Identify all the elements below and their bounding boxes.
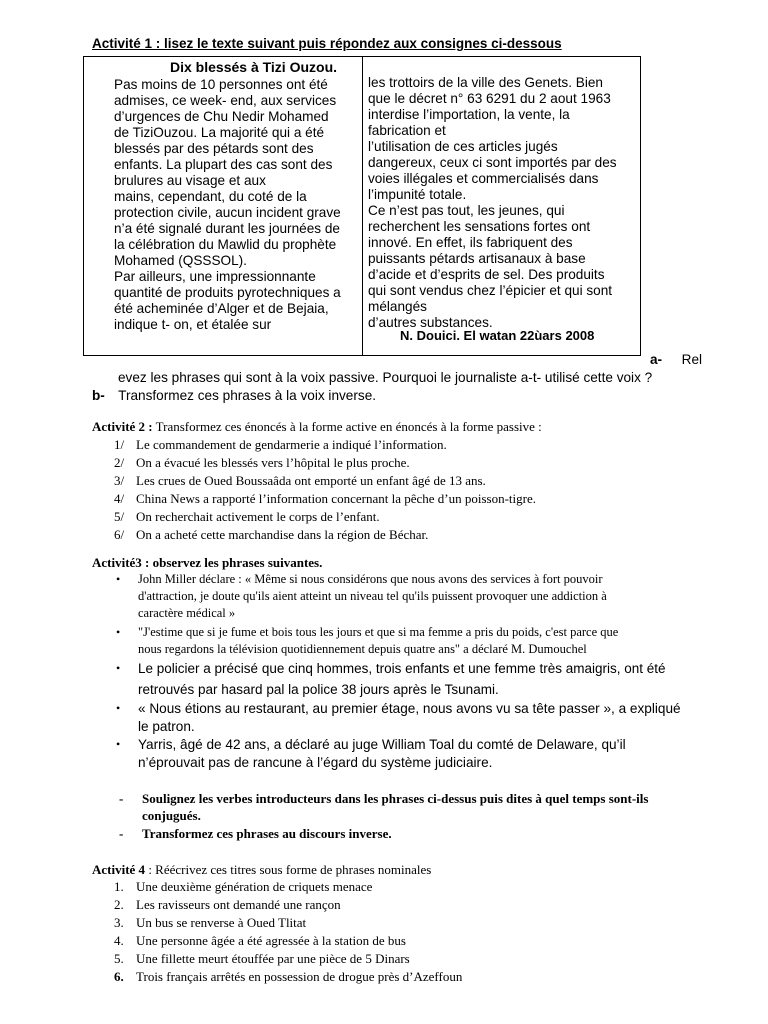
activity-3-task-1-line: Soulignez les verbes introducteurs dans les phrases ci-dessus puis dites à quel temps sont-ils	[142, 791, 649, 806]
activity-2-item-text: On a évacué les blessés vers l’hôpital le plus proche.	[136, 455, 410, 470]
activity-4-item-text: Les ravisseurs ont demandé une rançon	[136, 897, 341, 912]
activity-4-item	[114, 933, 406, 949]
article-right-line: dangereux, ceux ci sont importés par des	[368, 155, 617, 170]
activity-3-sentence-line: « Nous étions au restaurant, au premier étage, nous avons vu sa tête passer », a expliqué	[138, 701, 681, 716]
article-left-line: mains, cependant, du coté de la	[114, 189, 307, 204]
question-a-marker: a-	[650, 352, 663, 367]
activity-2-item	[114, 509, 380, 525]
activity-4-item-number: 1.	[114, 879, 124, 894]
activity-3-sentence-line: le patron.	[138, 719, 195, 734]
article-right-line: qui sont vendus chez l’épicier et qui sont	[368, 283, 613, 298]
article-left-line: enfants. La plupart des cas sont des	[114, 157, 333, 172]
activity-3-bullet-icon: •	[116, 701, 121, 715]
activity-3-sentence-line: n’éprouvait pas de rancune à l’égard du système judiciaire.	[138, 755, 493, 770]
activity-3-task-dash: -	[119, 791, 124, 806]
article-left-line: Mohamed (QSSSOL).	[114, 253, 247, 268]
activity-3-sentence-line: retrouvés par hasard pal la police 38 jours après le Tsunami.	[138, 682, 499, 697]
article-left-line: Par ailleurs, une impressionnante	[114, 269, 316, 284]
activity-2-item	[114, 455, 410, 471]
question-b-text: Transformez ces phrases à la voix inverse.	[118, 388, 377, 403]
activity-2-item-text: On recherchait activement le corps de l’enfant.	[136, 509, 380, 524]
activity-4-item	[114, 951, 410, 967]
article-right-line: mélangés	[368, 299, 427, 314]
article-left-line: la célébration du Mawlid du prophète	[114, 237, 337, 252]
article-left-line: n’a été signalé durant les journées de	[114, 221, 340, 236]
article-left-line: d’urgences de Chu Nedir Mohamed	[114, 109, 329, 124]
activity-4-item	[114, 969, 462, 985]
activity-3-heading: Activité3 : observez les phrases suivantes.	[92, 555, 323, 570]
activity-3-sentence-line: John Miller déclare : « Même si nous considérons que nous avons des services à fort pouvoir	[138, 572, 603, 586]
activity-3-sentence-line: caractère médical »	[138, 606, 236, 620]
activity-2-item-number: 1/	[114, 437, 125, 452]
article-right-line: l’impunité totale.	[368, 187, 467, 202]
activity-3-sentence-line: "J'estime que si je fume et bois tous les jours et que si ma femme a pris du poids, c'est parce que	[138, 625, 619, 639]
activity-3-sentence-line: Yarris, âgé de 42 ans, a déclaré au juge William Toal du comté de Delaware, qu’il	[138, 737, 626, 752]
article-left-line: protection civile, aucun incident grave	[114, 205, 341, 220]
activity-2-item-number: 5/	[114, 509, 125, 524]
activity-3-task-1-line: conjugués.	[142, 808, 201, 823]
activity-4-item	[114, 915, 306, 931]
question-b-marker: b-	[92, 388, 105, 403]
activity-4-item-text: Une deuxième génération de criquets menace	[136, 879, 373, 894]
question-a-text: evez les phrases qui sont à la voix passive. Pourquoi le journaliste a-t- utilisé cette voix ?	[118, 370, 653, 385]
article-right-line: interdise l’importation, la vente, la	[368, 107, 570, 122]
article-left-line: Pas moins de 10 personnes ont été	[114, 77, 328, 92]
article-right-line: l’utilisation de ces articles jugés	[368, 139, 558, 154]
activity-4-item-number: 6.	[114, 969, 124, 984]
article-right-line: puissants pétards artisanaux à base	[368, 251, 586, 266]
activity-4-item-number: 4.	[114, 933, 124, 948]
activity-3-sentence-line: Le policier a précisé que cinq hommes, trois enfants et une femme très amaigris, ont été	[138, 661, 666, 676]
article-signature: N. Douici. El watan 22ùars 2008	[400, 328, 595, 343]
activity-3-bullet-icon: •	[116, 661, 121, 675]
article-left-line: blessés par des pétards sont des	[114, 141, 314, 156]
activity-1-heading: Activité 1 : lisez le texte suivant puis répondez aux consignes ci-dessous	[92, 36, 562, 51]
article-left-line: quantité de produits pyrotechniques a	[114, 285, 341, 300]
article-title: Dix blessés à Tizi Ouzou.	[170, 59, 338, 75]
article-right-line: d’autres substances.	[368, 315, 493, 330]
activity-2-item	[114, 473, 486, 489]
activity-4-item-text: Une personne âgée a été agressée à la station de bus	[136, 933, 406, 948]
activity-4-item-number: 3.	[114, 915, 124, 930]
activity-2-item	[114, 527, 428, 543]
article-box	[83, 56, 641, 356]
article-left-line: indique t- on, et étalée sur	[114, 317, 272, 332]
activity-4-item-text: Trois français arrêtés en possession de drogue près d’Azeffoun	[136, 969, 463, 984]
activity-2-label: Activité 2 :	[92, 419, 153, 434]
activity-4-item-text: Un bus se renverse à Oued Tlitat	[136, 915, 307, 930]
activity-3-bullet-icon: •	[116, 737, 121, 751]
question-a-start: Rel	[681, 352, 703, 367]
article-right-line: les trottoirs de la ville des Genets. Bien	[368, 75, 603, 90]
question-a-marker-row	[650, 352, 702, 367]
article-left-line: de TiziOuzou. La majorité qui a été	[114, 125, 325, 140]
activity-2-item-number: 4/	[114, 491, 125, 506]
activity-2-item-number: 6/	[114, 527, 125, 542]
article-right-line: innové. En effet, ils fabriquent des	[368, 235, 573, 250]
activity-2-heading	[92, 419, 542, 435]
activity-2-instruction: Transformez ces énoncés à la forme active en énoncés à la forme passive :	[152, 419, 542, 434]
activity-2-item-text: Les crues de Oued Boussaâda ont emporté un enfant âgé de 13 ans.	[136, 473, 486, 488]
activity-2-item-number: 3/	[114, 473, 125, 488]
activity-4-item-text: Une fillette meurt étouffée par une pièce de 5 Dinars	[136, 951, 410, 966]
activity-3-task-2: Transformez ces phrases au discours inverse.	[142, 826, 392, 841]
article-left-line: été acheminée d’Alger et de Bejaia,	[114, 301, 329, 316]
activity-4-item-number: 2.	[114, 897, 124, 912]
activity-3-bullet-icon: •	[116, 572, 121, 586]
article-right-line: d’acide et d’esprits de sel. Des produits	[368, 267, 605, 282]
activity-2-item	[114, 491, 536, 507]
article-right-line: Ce n’est pas tout, les jeunes, qui	[368, 203, 565, 218]
activity-3-bullet-icon: •	[116, 625, 121, 639]
activity-4-item	[114, 879, 372, 895]
activity-3-sentence-line: d'attraction, je doute qu'ils aient atteint un niveau tel qu'ils puissent provoquer une addiction à	[138, 589, 607, 603]
activity-2-item	[114, 437, 447, 453]
activity-4-label: Activité 4	[92, 862, 146, 877]
activity-2-item-text: Le commandement de gendarmerie a indiqué l’information.	[136, 437, 447, 452]
question-b	[92, 388, 376, 403]
activity-4-instruction: : Réécrivez ces titres sous forme de phrases nominales	[145, 862, 432, 877]
activity-3-task-dash: -	[119, 826, 124, 841]
article-right-line: recherchent les sensations fortes ont	[368, 219, 591, 234]
activity-2-item-text: On a acheté cette marchandise dans la région de Béchar.	[136, 527, 429, 542]
article-right-line: fabrication et	[368, 123, 446, 138]
article-right-line: voies illégales et commercialisés dans	[368, 171, 599, 186]
article-column-divider	[362, 57, 363, 355]
activity-4-item	[114, 897, 341, 913]
activity-3-sentence-line: nous regardons la télévision quotidiennement depuis quatre ans" a déclaré M. Dumouchel	[138, 642, 587, 656]
article-right-line: que le décret n° 63 6291 du 2 aout 1963	[368, 91, 611, 106]
activity-2-item-text: China News a rapporté l’information concernant la pêche d’un poisson-tigre.	[136, 491, 536, 506]
article-left-line: admises, ce week- end, aux services	[114, 93, 337, 108]
article-left-line: brulures au visage et aux	[114, 173, 266, 188]
activity-4-heading	[92, 862, 431, 878]
activity-4-item-number: 5.	[114, 951, 124, 966]
activity-2-item-number: 2/	[114, 455, 125, 470]
